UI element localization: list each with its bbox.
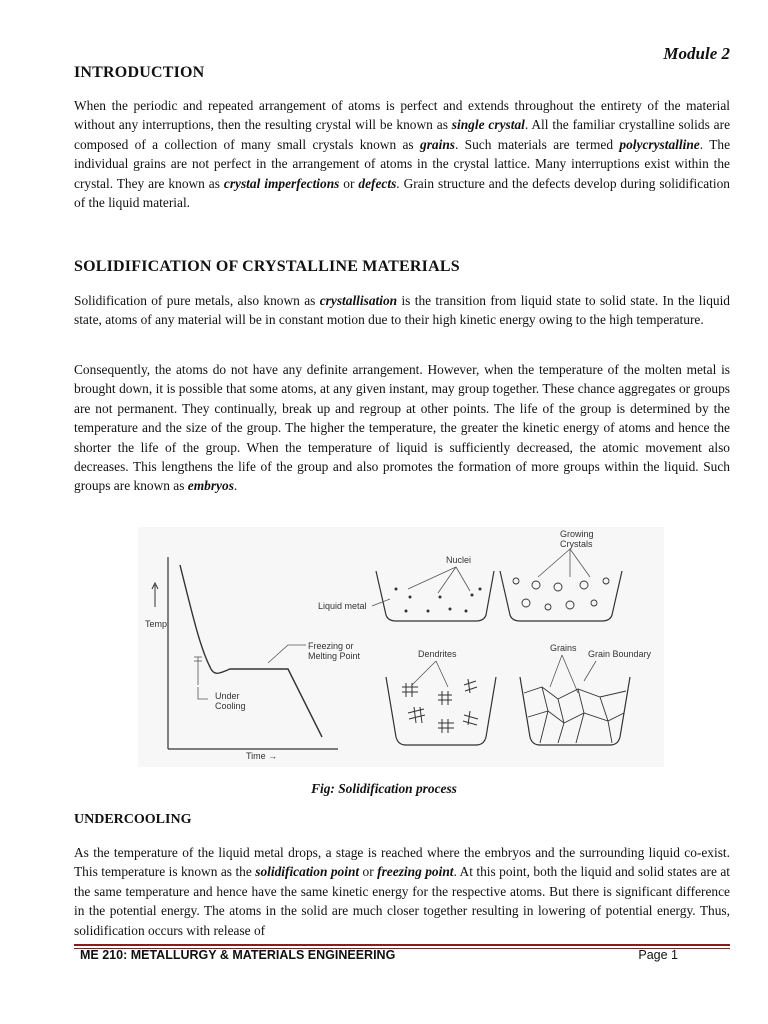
- under-label: Under: [215, 691, 240, 701]
- text-run: . Grain structure and the defects develop during solidification of the liquid material.: [74, 175, 730, 211]
- nuclei-label: Nuclei: [446, 555, 472, 565]
- text-run: . Such materials are termed: [454, 136, 620, 152]
- undercooling-pointer: [198, 687, 208, 699]
- text-run: is the transition from liquid state to solid state. In the liquid state, atoms of any material will be in constant motion due to their high kinetic energy owing to the high temperature.: [74, 293, 730, 328]
- text-run: or: [359, 864, 378, 880]
- dendrites-pointer: [412, 661, 436, 685]
- dendrites-label: Dendrites: [418, 649, 457, 659]
- grain-boundary-label: Grain Boundary: [588, 649, 652, 659]
- term-crystal-imperfections: crystal imperfections: [223, 175, 340, 191]
- module-label: Module 2: [663, 44, 730, 63]
- growing-label: Growing: [560, 529, 594, 539]
- text-run: . At this point, both the liquid and solid states are at the same temperature and hence have the same kinetic energy for the respective atoms. But there is significant difference in the potential energy. The atoms in the solid are much closer together resulting in lowering of potential energy. Thus, solidification occurs with release of: [74, 864, 730, 938]
- term-polycrystalline: polycrystalline: [619, 136, 700, 152]
- melting-label: Melting Point: [308, 651, 361, 661]
- footer-rule: [74, 944, 730, 946]
- text-run: . All the familiar crystalline solids are composed of a collection of many small crystals known as: [74, 117, 731, 152]
- nuclei-pointer: [456, 567, 470, 591]
- footer-course-title: ME 210: METALLURGY & MATERIALS ENGINEERING: [80, 948, 396, 962]
- solidification-paragraph-1: [74, 291, 730, 330]
- solidification-diagram: [138, 527, 664, 767]
- grains-label: Grains: [550, 643, 577, 653]
- text-run: or: [339, 175, 359, 191]
- grain-boundary-pointer: [584, 661, 596, 681]
- beaker-nuclei: [376, 571, 494, 621]
- nuclei-dots: [395, 588, 482, 613]
- grains-pointer: [550, 655, 562, 687]
- crystals-label: Crystals: [560, 539, 593, 549]
- growing-crystal-clusters: [513, 578, 609, 610]
- temp-label: Temp: [145, 619, 168, 629]
- term-grains: grains: [420, 136, 455, 152]
- introduction-heading: INTRODUCTION: [74, 64, 205, 81]
- figure-caption: Fig: Solidification process: [311, 781, 457, 796]
- freezing-label: Freezing or: [308, 641, 354, 651]
- grains-pointer: [562, 655, 578, 693]
- beaker-grains: [520, 677, 630, 745]
- grain-boundaries: [524, 687, 626, 743]
- term-freezing-point: freezing point: [377, 864, 454, 880]
- solidification-heading: SOLIDIFICATION OF CRYSTALLINE MATERIALS: [74, 258, 460, 275]
- term-single-crystal: single crystal: [451, 117, 525, 133]
- footer-page-number: Page 1: [638, 948, 678, 962]
- term-defects: defects: [358, 175, 397, 191]
- cooling-curve: [180, 565, 322, 737]
- text-run: . The individual grains are not perfect in the arrangement of atoms in the crystal lattice. Many interruptions exist within the crystal. They are known as: [74, 136, 731, 191]
- liquid-metal-label: Liquid metal: [318, 601, 367, 611]
- growing-pointer: [570, 549, 590, 577]
- freezing-pointer: [268, 645, 306, 663]
- liquid-metal-pointer: [372, 599, 390, 606]
- solidification-figure: [138, 527, 664, 767]
- time-label: Time →: [246, 751, 278, 761]
- dendrites-pointer: [436, 661, 448, 687]
- text-run: Solidification of pure metals, also known as: [74, 293, 320, 308]
- term-solidification-point: solidification point: [255, 864, 360, 880]
- text-run: .: [233, 478, 238, 494]
- text-run: Consequently, the atoms do not have any definite arrangement. However, when the temperature of the molten metal is brought down, it is possible that some atoms, at any given instant, may group together. These chance aggregates or groups are not permanent. They continually, break up and regroup at other points. The life of the group is determined by the temperature and the size of the group. The higher the temperature, the greater the kinetic energy of atoms and hence the shorter the life of the group. When the temperature of liquid is sufficiently decreased, the atomic movement also decreases. This lengthens the life of the group and also promotes the formation of more groups within the liquid. Such groups are known as: [74, 362, 730, 494]
- undercooling-heading: UNDERCOOLING: [74, 812, 192, 827]
- growing-pointer: [538, 549, 570, 577]
- term-embryos: embryos: [187, 478, 234, 494]
- introduction-paragraph: [74, 96, 730, 212]
- undercooling-paragraph: [74, 843, 730, 940]
- term-crystallisation: crystallisation: [319, 293, 398, 308]
- text-run: As the temperature of the liquid metal drops, a stage is reached where the embryos and the surrounding liquid co-exist. This temperature is known as the: [74, 845, 730, 880]
- dendrite-marks: [402, 679, 478, 733]
- solidification-paragraph-2: [74, 360, 730, 496]
- text-run: When the periodic and repeated arrangement of atoms is perfect and extends throughout the entirety of the material without any interruptions, then the resulting crystal will be known as: [74, 98, 730, 133]
- cooling-label: Cooling: [215, 701, 246, 711]
